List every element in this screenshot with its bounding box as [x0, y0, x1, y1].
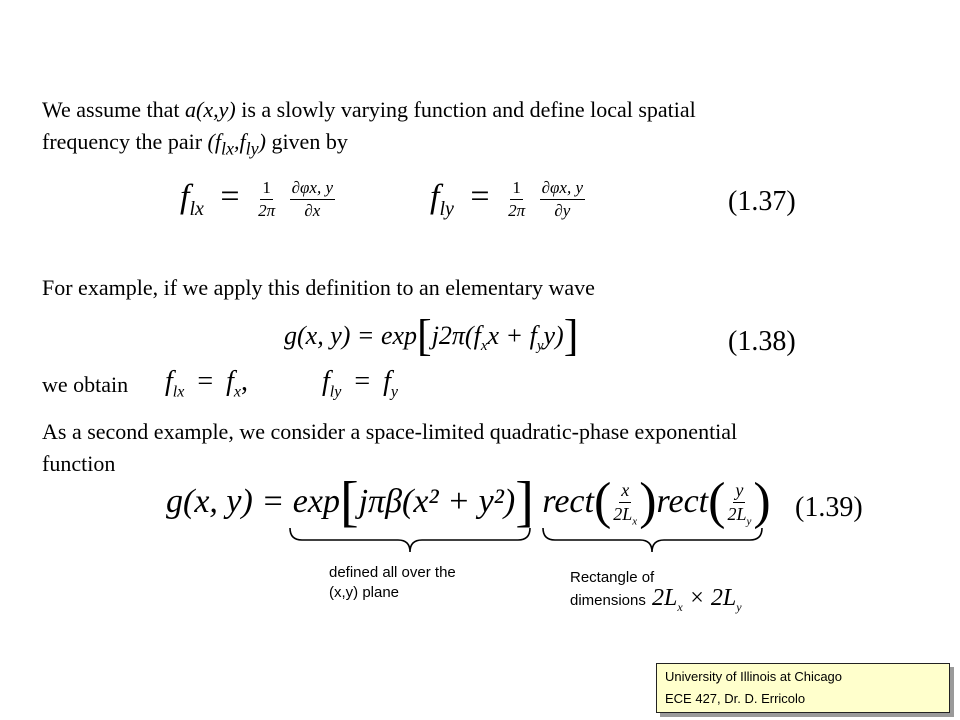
- equation-number-1-37: (1.37): [728, 186, 796, 217]
- underbrace-exp: [290, 528, 530, 552]
- underbrace-rect: [543, 528, 762, 552]
- obtain-label: we obtain: [42, 372, 129, 397]
- note-left: defined all over the (x,y) plane: [329, 564, 456, 601]
- equation-number-1-39: (1.39): [795, 492, 863, 523]
- footer-credit-box: [656, 663, 950, 713]
- second-example-line-2: function: [42, 451, 116, 476]
- obtain-equation-1: $f_{lx} = f_x$,: [165, 366, 249, 401]
- intro-text-2: frequency the pair: [42, 129, 208, 154]
- footer-course: ECE 427, Dr. D. Erricolo: [665, 691, 806, 706]
- function-name: a(x,y): [185, 97, 236, 122]
- intro-text-cont: is a slowly varying function and define local spatial: [235, 97, 696, 122]
- equation-1-39: g(x, y) = exp[jπβ(x² + y²)] rect( $\frac{x}{2L_x}$ )rect( $\frac{y}{2L_y}$ ): [166, 471, 771, 533]
- second-example-line-1: As a second example, we consider a space-limited quadratic-phase exponential: [42, 419, 738, 444]
- dimensions-expression: $2L_x \times 2L_y$: [652, 585, 742, 614]
- intro-text: We assume that: [42, 97, 186, 122]
- equation-1-37-left: $f_{lx}$ = $\frac{1}{2\pi}$ $\frac{\partial\varphi x, y}{\partial x}$: [180, 178, 334, 221]
- intro-text-end: given by: [265, 129, 348, 154]
- equation-number-1-38: (1.38): [728, 326, 796, 357]
- equation-1-38: g(x, $y) = \exp[j2\pi(f_xx + f_yy)]$: [284, 311, 579, 360]
- note-right: Rectangle of dimensions $2L_x \times 2L_y$: [570, 569, 742, 614]
- frequency-pair: $(f_{lx},f_{ly})$: [207, 129, 266, 159]
- obtain-equation-2: $f_{ly} = f_y$: [322, 366, 399, 401]
- equation-1-37-right: $f_{ly}$ = $\frac{1}{2\pi}$ $\frac{\partial\varphi x, y}{\partial y}$: [430, 178, 584, 221]
- footer-university: University of Illinois at Chicago: [665, 669, 843, 684]
- example-line: For example, if we apply this definition to an elementary wave: [42, 275, 595, 300]
